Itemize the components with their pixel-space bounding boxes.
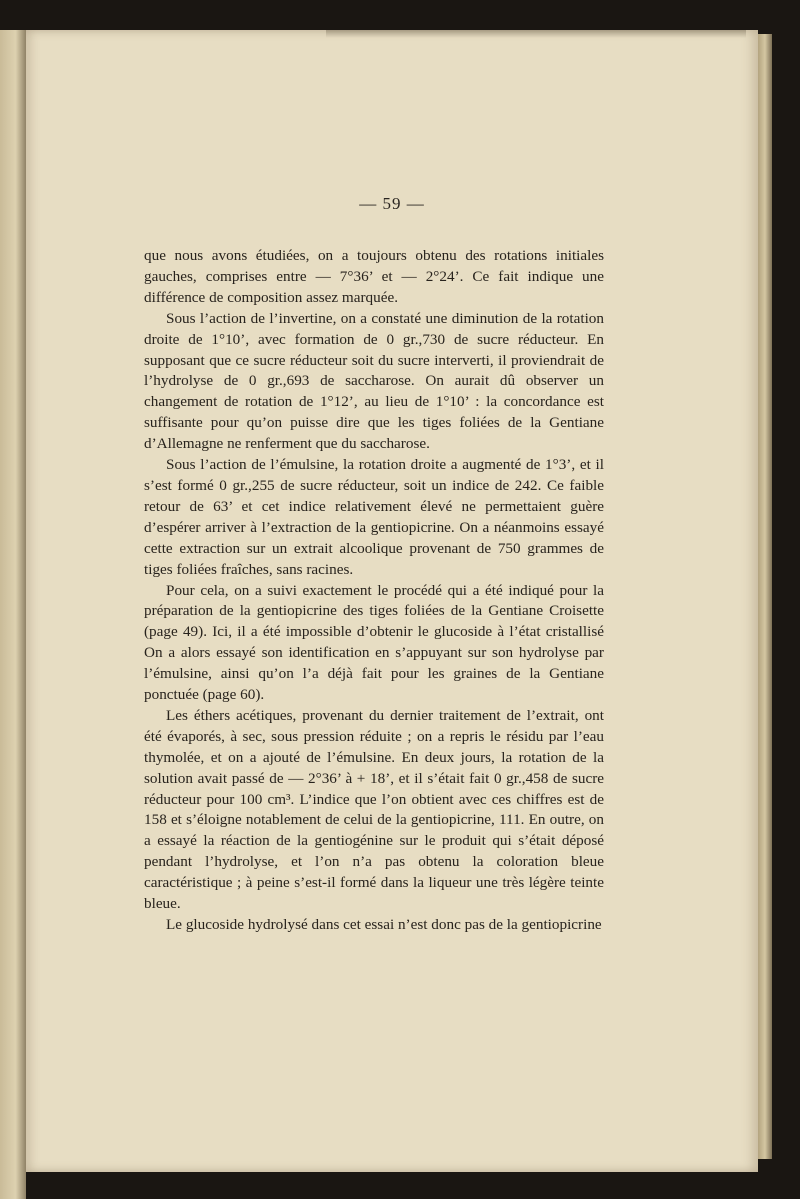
paragraph: que nous avons étudiées, on a toujours obtenu des rotations initiales gauches, comprises entre — 7°36’ et — 2°24’. Ce fait indique une différence de composition assez marquée. bbox=[144, 247, 604, 306]
paragraph: Le glucoside hydrolysé dans cet essai n’est donc pas de la gentiopicrine bbox=[166, 916, 602, 933]
body-text bbox=[144, 246, 604, 936]
paragraph: Sous l’action de l’invertine, on a constaté une diminution de la rotation droite de 1°10’, avec formation de 0 gr.,730 de sucre réducteur. En supposant que ce sucre réducteur soit du sucre interverti, il proviendrait de l’hydrolyse de 0 gr.,693 de saccharose. On aurait dû observer un changement de rotation de 1°12’, au lieu de 1°10’ : la concordance est suffisante pour qu’on puisse dire que les tiges foliées de la Gentiane d’Allemagne ne renferment que du saccharose. bbox=[144, 309, 604, 453]
book-page bbox=[26, 30, 758, 1172]
right-page-edge bbox=[758, 34, 772, 1159]
page-shadow bbox=[326, 30, 746, 38]
paragraph: Les éthers acétiques, provenant du dernier traitement de l’extrait, ont été évaporés, à sec, sous pression réduite ; on a repris le résidu par l’eau thymolée, et on a ajouté de l’émulsine. En deux jours, la rotation de la solution avait passé de — 2°36’ à + 18’, et il s’était fait 0 gr.,458 de sucre réducteur pour 100 cm³. L’indice que l’on obtient avec ces chiffres est de 158 et s’éloigne notablement de celui de la gentiopicrine, 111. En outre, on a essayé la réaction de la gentiogénine sur le produit qui s’était déposé pendant l’hydrolyse, et l’on n’a pas obtenu la coloration bleue caractéristique ; à peine s’est-il formé dans la liqueur une très légère teinte bleue. bbox=[144, 706, 604, 913]
paragraph: Sous l’action de l’émulsine, la rotation droite a augmenté de 1°3’, et il s’est formé 0 gr.,255 de sucre réducteur, soit un indice de 242. Ce faible retour de 63’ et cet indice relativement élevé ne permettaient guère d’espérer arriver à l’extraction de la gentiopicrine. On a néanmoins essayé cette extraction sur un extrait alcoolique provenant de 750 grammes de tiges foliées fraîches, sans racines. bbox=[144, 456, 604, 578]
left-page-edge bbox=[0, 30, 26, 1199]
paragraph: Pour cela, on a suivi exactement le procédé qui a été indiqué pour la préparation de la gentiopicrine des tiges foliées de la Gentiane Croisette (page 49). Ici, il a été impossible d’obtenir le glucoside à l’état cristallisé On a alors essayé son identification en s’appuyant sur son hydrolyse par l’émulsine, ainsi qu’on l’a déjà fait pour les graines de la Gentiane ponctuée (page 60). bbox=[144, 581, 604, 704]
page-number: — 59 — bbox=[359, 194, 425, 213]
